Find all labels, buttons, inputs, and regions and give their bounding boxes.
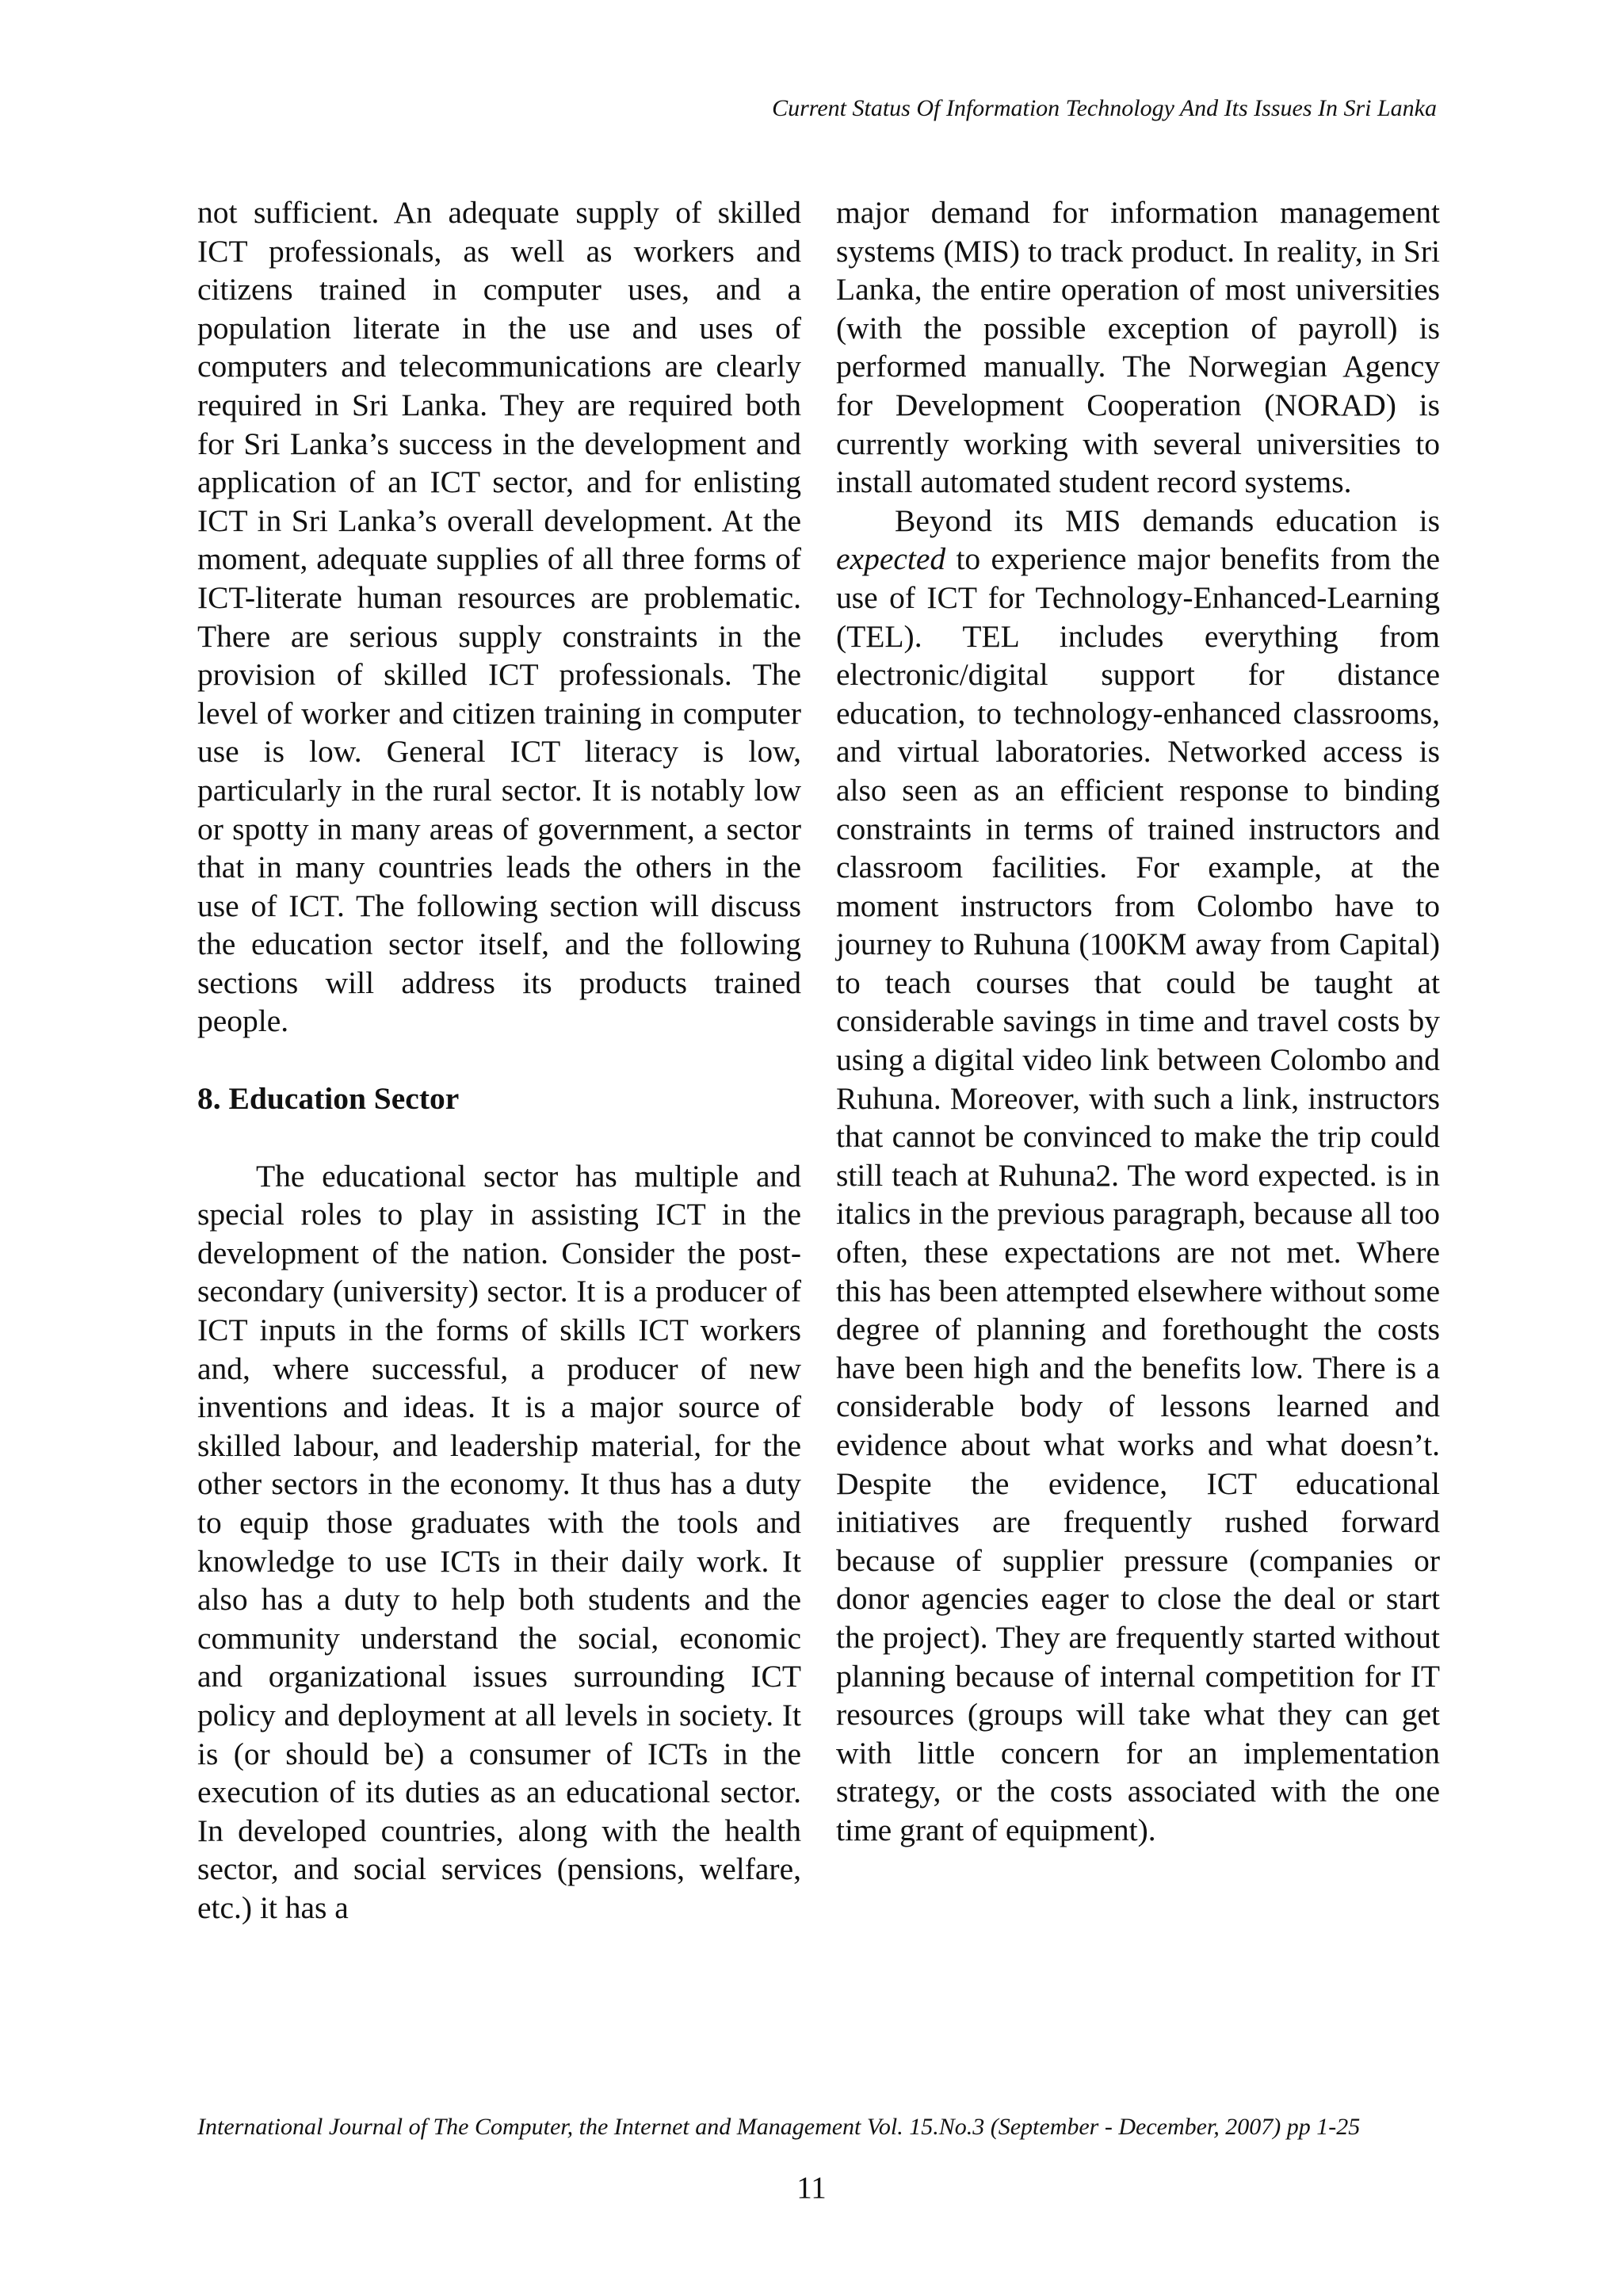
running-head-title: Current Status Of Information Technology And Its Issues In Sri Lanka: [772, 95, 1437, 121]
paragraph-text: to experience major benefits from the use of ICT for Technology-Enhanced-Learning (TEL). TEL includes everything from electronic/digital support for distance education, to technology-enhanced classrooms, and virtual laboratories. Networked access is also seen as an efficient response to binding constraints in terms of trained instructors and classroom facilities. For example, at the moment instructors from Colombo have to journey to Ruhuna (100KM away from Capital) to teach courses that could be taught at considerable savings in time and travel costs by using a digital video link between Colombo and Ruhuna. Moreover, with such a link, instructors that cannot be convinced to make the trip could still teach at Ruhuna2. The word expected. is in italics in the previous paragraph, because all too often, these expectations are not met. Where this has been attempted elsewhere without some degree of planning and forethought the costs have been high and the benefits low. There is a considerable body of lessons learned and evidence about what works and what doesn’t. Despite the evidence, ICT educational initiatives are frequently rushed forward because of supplier pressure (companies or donor agencies eager to close the deal or start the project). They are frequently started without planning because of internal competition for IT resources (groups will take what they can get with little concern for an implementation strategy, or the costs associated with the one time grant of equipment).: [836, 541, 1440, 1847]
section-heading: 8. Education Sector: [197, 1081, 460, 1117]
italic-emphasis: expected: [836, 541, 946, 577]
body-paragraph: [836, 502, 1440, 1850]
body-paragraph: major demand for information management systems (MIS) to track product. In reality, in Sri Lanka, the entire operation of most universities (with the possible exception of payroll) is performed manually. The Norwegian Agency for Development Cooperation (NORAD) is currently working with several universities to install automated student record systems.: [836, 195, 1440, 500]
footer-journal-citation: International Journal of The Computer, the Internet and Management Vol. 15.No.3 (September - December, 2007) pp 1-25: [197, 2114, 1361, 2140]
body-paragraph: The educational sector has multiple and special roles to play in assisting ICT in the development of the nation. Consider the post-secondary (university) sector. It is a producer of ICT inputs in the forms of skills ICT workers and, where successful, a producer of new inventions and ideas. It is a major source of skilled labour, and leadership material, for the other sectors in the economy. It thus has a duty to equip those graduates with the tools and knowledge to use ICTs in their daily work. It also has a duty to help both students and the community understand the social, economic and organizational issues surrounding ICT policy and deployment at all levels in society. It is (or should be) a consumer of ICTs in the execution of its duties as an educational sector. In developed countries, along with the health sector, and social services (pensions, welfare, etc.) it has a: [197, 1158, 801, 1925]
left-column: [197, 193, 801, 1927]
paragraph-text: Beyond its MIS demands education is: [895, 502, 1440, 538]
body-paragraph: not sufficient. An adequate supply of skilled ICT professionals, as well as workers and citizens trained in computer uses, and a population literate in the use and uses of computers and telecommunications are clearly required in Sri Lanka. They are required both for Sri Lanka’s success in the development and application of an ICT sector, and for enlisting ICT in Sri Lanka’s overall development. At the moment, adequate supplies of all three forms of ICT-literate human resources are problematic. There are serious supply constraints in the provision of skilled ICT professionals. The level of worker and citizen training in computer use is low. General ICT literacy is low, particularly in the rural sector. It is notably low or spotty in many areas of government, a sector that in many countries leads the others in the use of ICT. The following section will discuss the education sector itself, and the following sections will address its products trained people.: [197, 195, 801, 1039]
right-column: [836, 193, 1440, 1850]
page-number: 11: [796, 2171, 827, 2205]
